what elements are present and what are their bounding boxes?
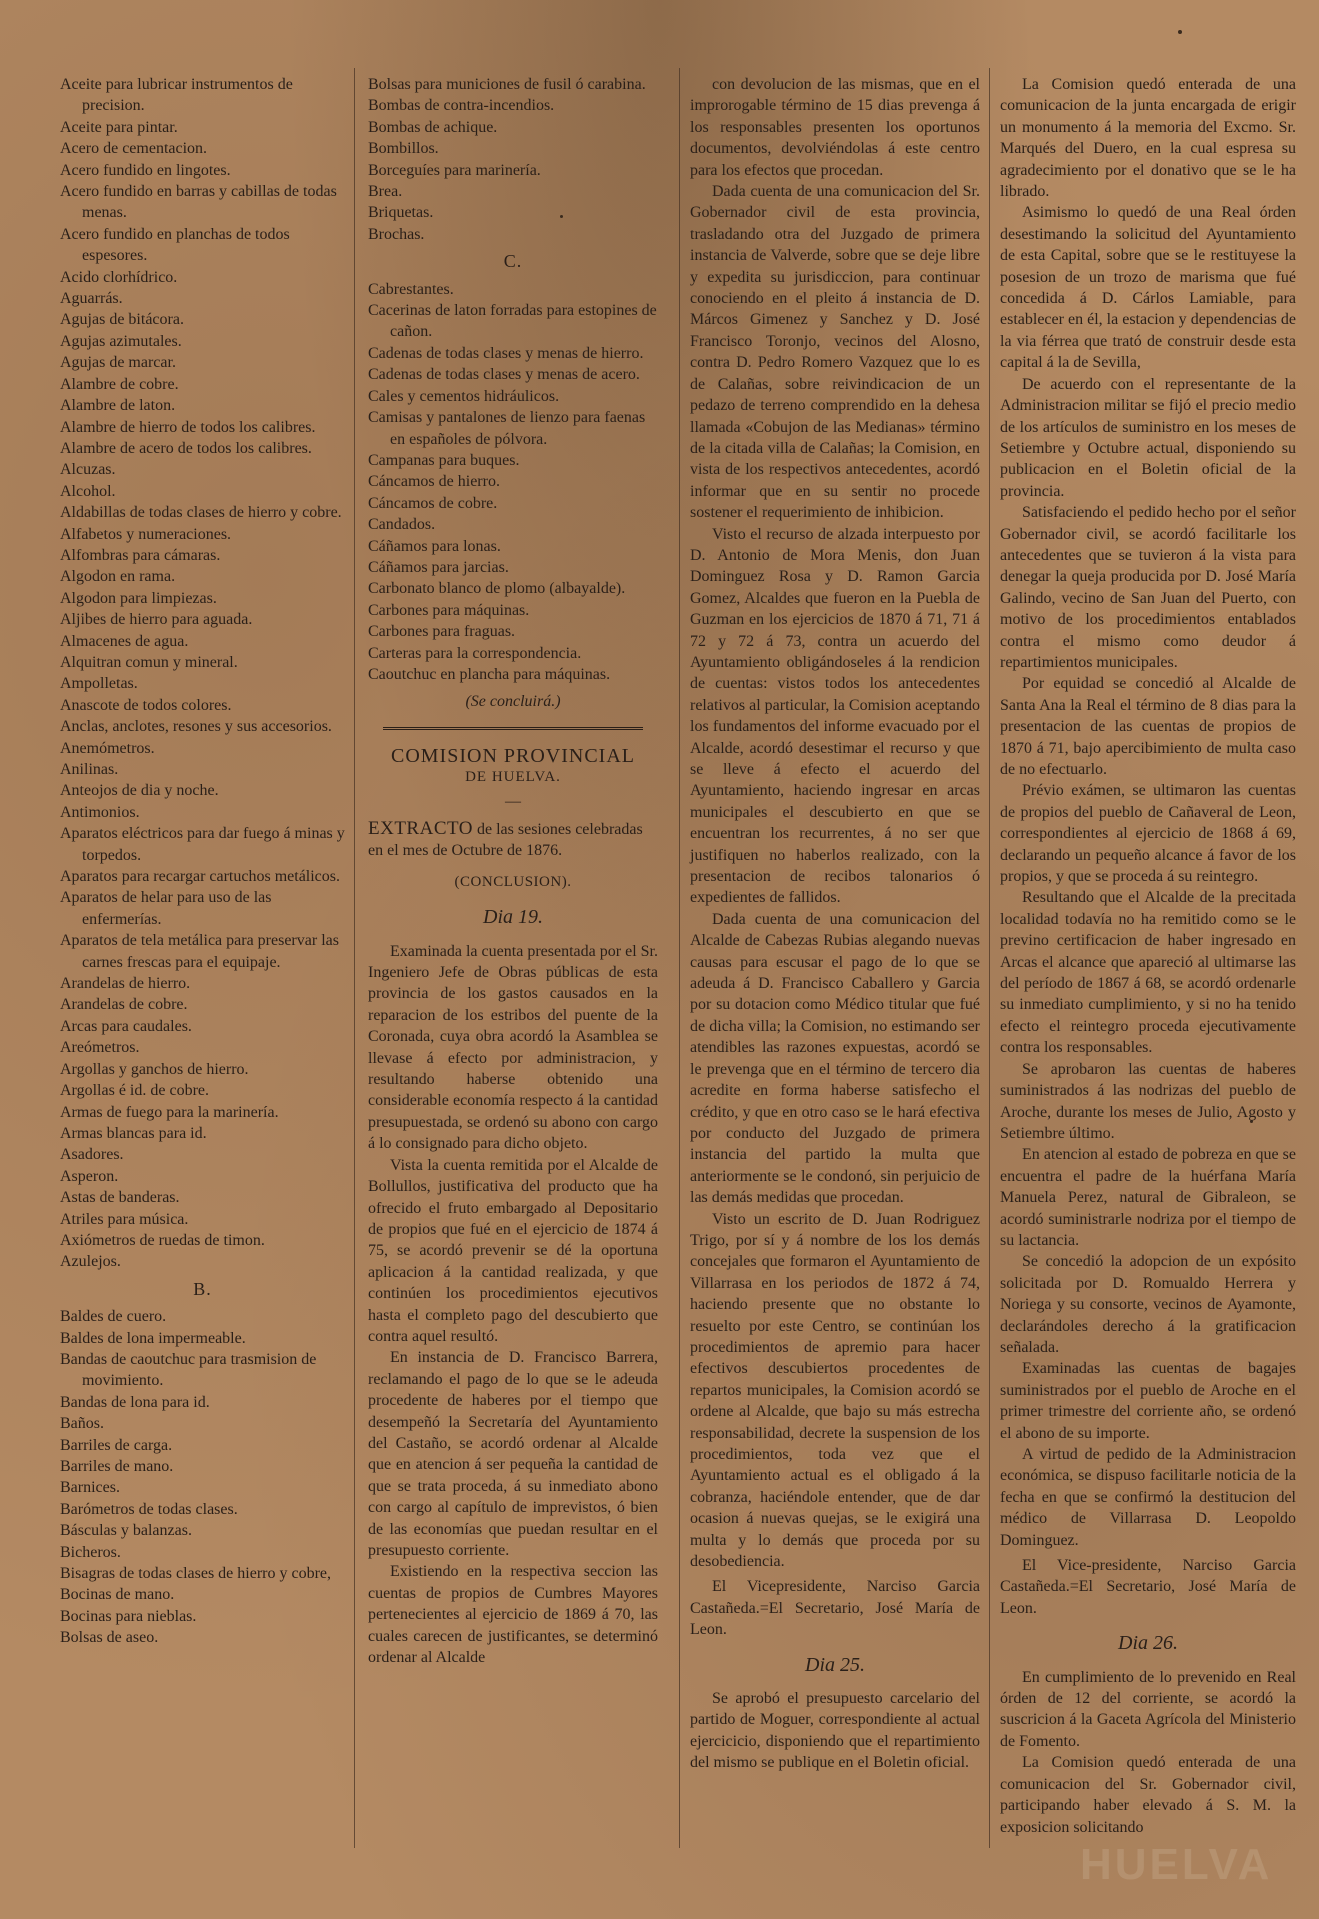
paragraph: La Comision quedó enterada de una comunicacion de la junta encargada de erigir un monumento á la memoria del Excmo. Sr. Marqués del Duero, en la cual espresa su agradecimiento por el donativo que se le ha librado. [1000, 76, 1296, 201]
column-divider [679, 68, 680, 1848]
list-item: Barriles de mano. [60, 1458, 174, 1475]
list-item: Alquitran comun y mineral. [60, 653, 238, 671]
signature: El Vice-presidente, Narciso Garcia Castañeda.=El Secretario, José María de Leon. [1000, 1557, 1296, 1617]
list-item: Astas de banderas. [60, 1189, 180, 1207]
paragraph: Examinada la cuenta presentada por el Sr. Ingeniero Jefe de Obras públicas de esta provincia de los gastos causados en la reparacion de los estribos del puente de la Coronada, cuya obra acordó la Asamblea se llevase á efecto por administracion, y resultando haberse obtenido una considerable economía respecto á la cantidad presupuestada, se ordenó su abono con cargo á lo consignado para dicho objeto. [368, 942, 658, 1153]
list-item: Carteras para la correspondencia. [368, 644, 582, 662]
list-item: Anilinas. [60, 761, 119, 778]
list-item: Arcas para caudales. [60, 1017, 192, 1035]
signature: El Vicepresidente, Narciso Garcia Castañeda.=El Secretario, José María de Leon. [690, 1578, 980, 1639]
letter-heading-c: C. [503, 251, 523, 272]
list-item: Aparatos de tela metálica para preservar las carnes frescas para el equipaje. [60, 932, 339, 971]
item-list-c [368, 279, 658, 686]
list-item: Anemómetros. [60, 739, 155, 757]
list-item: Camisas y pantalones de lienzo para faenas en españoles de pólvora. [368, 409, 646, 448]
list-item: Bandas de caoutchuc para trasmision de movimiento. [60, 1350, 317, 1390]
paragraph: De acuerdo con el representante de la Administracion militar se fijó el precio medio de los artículos de suministro en los meses de Setiembre y Octubre actual, disponiendo su publicacion en el Boletin oficial de la provincia. [1000, 375, 1296, 500]
archive-watermark: HUELVA [1080, 1840, 1273, 1889]
list-item: Baños. [60, 1415, 104, 1433]
column-1 [60, 74, 345, 1649]
list-item: Brea. [368, 183, 403, 201]
list-item: Aljibes de hierro para aguada. [60, 611, 253, 629]
list-item: Bocinas para nieblas. [60, 1607, 197, 1625]
item-list-b-continued [368, 74, 658, 245]
list-item: Azulejos. [60, 1253, 121, 1271]
paragraphs-dia26 [1000, 1667, 1296, 1838]
paragraphs-dia19 [368, 941, 658, 1669]
list-item: Agujas de bitácora. [60, 311, 184, 329]
paragraph: Prévio exámen, se ultimaron las cuentas de propios del pueblo de Cañaveral de Leon, correspondientes al ejercicio de 1868 á 69, declarando un pequeño alcance á favor de los propios, y que se proceda á su reintegro. [1000, 782, 1296, 886]
list-item: Cacerinas de laton forradas para estopines de cañon. [368, 302, 657, 341]
list-item: Arandelas de hierro. [60, 975, 191, 993]
list-item: Caoutchuc en plancha para máquinas. [368, 665, 611, 683]
paragraph: A virtud de pedido de la Administracion económica, se dispuso facilitarle noticia de la fecha en que se confirmó la destitucion del médico de Villarrasa D. Leopoldo Dominguez. [1000, 1446, 1296, 1549]
list-item: Agujas azimutales. [60, 332, 182, 350]
list-item: Bocinas de mano. [60, 1586, 175, 1604]
list-item: Cadenas de todas clases y menas de hierro. [368, 344, 644, 362]
paragraph: Existiendo en la respectiva seccion las cuentas de propios de Cumbres Mayores pertenecientes al ejercicio de 1869 á 70, las cuales carecen de justificantes, se determinó ordenar al Alcalde [368, 1563, 658, 1667]
paragraph: Visto un escrito de D. Juan Rodriguez Trigo, por sí y á nombre de los los demás concejales que formaron el Ayuntamiento de Villarrasa en los periodos de 1872 á 74, haciendo presente que no obstante lo resuelto por este Centro, se continúan los procedimientos de apremio para hacer efectivos descubiertos procedentes de repartos municipales, la Comision acordó se ordene al Alcalde, que bajo su más estrecha responsabilidad, decrete la suspension de los procedimientos, toda vez que el Ayuntamiento actual es el obligado á la cobranza, haciéndole entender, que de dar ocasion á nuevas quejas, se le exigirá una multa y lo demás que proceda por su desobediencia. [690, 1210, 980, 1571]
list-item: Campanas para buques. [368, 451, 520, 469]
paragraph: Visto el recurso de alzada interpuesto por D. Antonio de Mora Menis, don Juan Dominguez Rosa y D. Ramon Garcia Gomez, Alcaldes que fueron en la Puebla de Guzman en los ejercicios de 1870 á 71, 71 á 72 y 72 á 73, contra un acuerdo del Ayuntamiento obligándoseles á la rendicion de cuentas: vistos todos los antecedentes relativos al particular, la Comision aceptando los fundamentos del informe evacuado por el Alcalde, acordó desestimar el recurso y que se lleve á efecto el acuerdo del Ayuntamiento, haciendo ingresar en arcas municipales el descubierto en que se encuentran los recurrentes, á no ser que justifiquen no haberlos realizado, con la presentacion de recibos talonarios ó expedientes de fallidos. [690, 525, 980, 907]
column-divider [354, 68, 355, 1848]
letter-heading-b: B. [193, 1278, 212, 1299]
column-3 [690, 74, 980, 1774]
paragraph: Asimismo lo quedó de una Real órden desestimando la solicitud del Ayuntamiento de esta Capital, sobre que se le restituyese la posesion de un trozo de marisma que fué concedida á D. Cárlos Lamiable, para establecer en él, la estacion y dependencias de la via férrea que trató de construir desde esta capital á la de Sevilla, [1000, 204, 1296, 372]
paragraph: Dada cuenta de una comunicacion del Alcalde de Cabezas Rubias alegando nuevas causas para escusar el pago de lo que se adeuda á D. Francisco Caballero y Garcia por su dotacion como Médico titular que fué de dicha villa; la Comision, no estimando ser atendibles las razones expuestas, acordó se le prevenga que en el término de tercero dia acredite en forma haberse satisfecho el crédito, y que en otro caso se le hará efectiva por conducto del Juzgado de primera instancia del partido la multa que anteriormente se le condonó, sin perjuicio de las demás medidas que procedan. [690, 910, 980, 1207]
ink-speck [1178, 30, 1182, 34]
list-item: Acero fundido en planchas de todos espesores. [60, 225, 290, 265]
paragraph: Se aprobó el presupuesto carcelario del partido de Moguer, correspondiente al actual ejercicicio, disponiendo que el repartimiento del mismo se publique en el Boletin oficial. [690, 1690, 980, 1772]
list-item: Cáncamos de cobre. [368, 494, 498, 512]
list-item: Cadenas de todas clases y menas de acero. [368, 366, 640, 384]
list-item: Agujas de marcar. [60, 354, 176, 372]
paragraph: Resultando que el Alcalde de la precitada localidad todavía no ha remitido como se le previno certificacion de haber ingresado en Arcas el alcance que apareció al ultimarse las del período de 1867 á 68, se acordó ordenarle su inmediato cumplimiento, y si no ha tenido efecto el reintegro proceda ejecutivamente contra los responsables. [1000, 889, 1296, 1057]
section-divider [383, 727, 643, 730]
list-item: Aceite para lubricar instrumentos de precision. [60, 76, 293, 115]
list-item: Bandas de lona para id. [60, 1393, 210, 1411]
list-item: Alambre de hierro de todos los calibres. [60, 418, 316, 436]
list-item: Anascote de todos colores. [60, 696, 232, 714]
list-item: Bolsas de aseo. [60, 1629, 159, 1647]
list-item: Anteojos de dia y noche. [60, 782, 219, 800]
list-item: Arandelas de cobre. [60, 996, 188, 1014]
list-item: Algodon para limpiezas. [60, 589, 217, 607]
paragraph: La Comision quedó enterada de una comunicacion del Sr. Gobernador civil, participando haber elevado á S. M. la exposicion solicitando [1000, 1754, 1296, 1836]
list-item: Carbonato blanco de plomo (albayalde). [368, 580, 626, 598]
list-item: Bombas de achique. [368, 118, 498, 136]
list-item: Alambre de cobre. [60, 375, 179, 393]
list-item: Barriles de carga. [60, 1436, 173, 1454]
list-item: Asadores. [60, 1146, 124, 1164]
day-heading-26: Dia 26. [1118, 1632, 1178, 1655]
extracto-heading [368, 818, 658, 862]
list-item: Acero fundido en barras y cabillas de todas menas. [60, 183, 337, 222]
list-item: Armas blancas para id. [60, 1124, 207, 1142]
list-item: Axiómetros de ruedas de timon. [60, 1231, 265, 1249]
list-item: Carbones para máquinas. [368, 601, 530, 619]
list-item: Brochas. [368, 225, 425, 243]
item-list-b [60, 1306, 345, 1649]
section-title: COMISION PROVINCIAL [390, 744, 635, 767]
paragraph: Dada cuenta de una comunicacion del Sr. Gobernador civil de esta provincia, trasladando otra del Juzgado de primera instancia de Valverde, sobre que se deje libre y expedita su jurisdiccion, para continuar conociendo en el pleito á instancia de D. Márcos Gimenez y Sanchez y D. José Francisco Toronjo, vecinos del Alosno, contra D. Pedro Romero Vazquez que lo es de Calañas, sobre reivindicacion de un pedazo de terreno comprendido en la dehesa llamada «Cobujon de las Medianas» término de la citada villa de Calañas; la Comision, en vista de los respectivos antecedentes, acordó informar que en su sentir no procede sostener el requerimiento de inhibicion. [690, 183, 980, 522]
list-item: Algodon en rama. [60, 568, 176, 586]
list-item: Acero de cementacion. [60, 140, 208, 158]
list-item: Areómetros. [60, 1039, 140, 1057]
list-item: Bisagras de todas clases de hierro y cobre, [60, 1565, 332, 1583]
extracto-text: de las sesiones celebradas en el mes de Octubre de 1876. [368, 821, 643, 860]
list-item: Asperon. [60, 1167, 119, 1185]
list-item: Argollas y ganchos de hierro. [60, 1060, 249, 1078]
list-item: Almacenes de agua. [60, 632, 189, 650]
list-item: Aguarrás. [60, 290, 123, 308]
item-list-a [60, 74, 345, 1273]
section-subtitle: DE HUELVA. [465, 769, 561, 786]
paragraphs-col4 [1000, 74, 1296, 1551]
list-item: Bicheros. [60, 1543, 121, 1561]
list-item: Bolsas para municiones de fusil ó carabina. [368, 76, 646, 93]
list-item: Alambre de acero de todos los calibres. [60, 439, 312, 457]
list-item: Armas de fuego para la marinería. [60, 1103, 279, 1121]
list-item: Cáñamos para jarcias. [368, 558, 509, 576]
list-item: Cabrestantes. [368, 280, 454, 298]
list-item: Borceguíes para marinería. [368, 161, 541, 179]
paragraphs-col3 [690, 74, 980, 1572]
list-item: Cales y cementos hidráulicos. [368, 387, 560, 405]
extracto-lead: EXTRACTO [368, 818, 473, 839]
list-item: Barómetros de todas clases. [60, 1500, 238, 1518]
conclusion-label: (CONCLUSION). [454, 873, 572, 890]
list-item: Aldabillas de todas clases de hierro y cobre. [60, 504, 342, 522]
list-item: Anclas, anclotes, resones y sus accesorios. [60, 718, 332, 736]
list-item: Aceite para pintar. [60, 118, 178, 136]
list-item: Baldes de cuero. [60, 1308, 167, 1326]
paragraph: En atencion al estado de pobreza en que se encuentra el padre de la huérfana María Manuela Perez, natural de Gibraleon, se acordó suministrarle nodriza por el tiempo de su lactancia. [1000, 1146, 1296, 1249]
paragraph: Examinadas las cuentas de bagajes suministrados por el pueblo de Aroche en el primer trimestre del corriente año, se ordenó el abono de su importe. [1000, 1360, 1296, 1442]
list-item: Alambre de laton. [60, 397, 176, 415]
list-item: Alfabetos y numeraciones. [60, 525, 232, 543]
list-item: Barnices. [60, 1479, 120, 1497]
list-item: Cáncamos de hierro. [368, 473, 500, 491]
list-item: Aparatos para recargar cartuchos metálicos. [60, 868, 341, 886]
continued-note: (Se concluirá.) [465, 693, 561, 711]
list-item: Antimonios. [60, 803, 140, 821]
column-2 [368, 74, 658, 1668]
paragraph: Vista la cuenta remitida por el Alcalde de Bollullos, justificativa del producto que ha ofrecido el fruto embargado al Depositario de propios que fué en el ejercicio de 1874 á 75, se acordó prevenir se dé la oportuna aplicacion á la cantidad realizada, y que continúen los procedimientos ejecutivos hasta el completo pago del descubierto que contra aquel resultó. [368, 1156, 658, 1345]
list-item: Bombas de contra-incendios. [368, 97, 555, 115]
list-item: Alcuzas. [60, 461, 116, 479]
list-item: Acido clorhídrico. [60, 268, 178, 286]
list-item: Bombillos. [368, 140, 439, 158]
list-item: Aparatos eléctricos para dar fuego á minas y torpedos. [60, 825, 345, 864]
list-item: Atriles para música. [60, 1210, 189, 1228]
column-4 [1000, 74, 1296, 1838]
paragraph: Se concedió la adopcion de un expósito solicitada por D. Romualdo Herrera y Noriega y su consorte, vecinos de Ayamonte, declarándoles derecho á la gratificacion señalada. [1000, 1253, 1296, 1356]
paragraph: Se aprobaron las cuentas de haberes suministrados á las nodrizas del pueblo de Aroche, durante los meses de Julio, Agosto y Setiembre último. [1000, 1060, 1296, 1142]
list-item: Aparatos de helar para uso de las enfermerías. [60, 889, 272, 928]
list-item: Alfombras para cámaras. [60, 546, 221, 564]
list-item: Argollas é id. de cobre. [60, 1082, 209, 1100]
day-heading-25: Dia 25. [805, 1653, 865, 1676]
paragraph: Satisfaciendo el pedido hecho por el señor Gobernador civil, se acordó facilitarle los antecedentes que se tuvieron á la vista para denegar la queja producida por D. José María Galindo, vecino de San Juan del Puerto, con motivo de los procedimientos entablados contra el mismo como deudor á repartimientos municipales. [1000, 504, 1296, 671]
list-item: Briquetas. [368, 204, 434, 222]
section-dash: — [505, 792, 521, 810]
list-item: Acero fundido en lingotes. [60, 161, 231, 179]
paragraph: En cumplimiento de lo prevenido en Real órden de 12 del corriente, se acordó la suscricion á la Gaceta Agrícola del Ministerio de Fomento. [1000, 1668, 1296, 1750]
paragraph: Por equidad se concedió al Alcalde de Santa Ana la Real el término de 8 dias para la presentacion de las cuentas de propios de 1870 á 71, bajo apercibimiento de multa caso de no efectuarlo. [1000, 675, 1296, 778]
day-heading-19: Dia 19. [483, 906, 543, 929]
list-item: Baldes de lona impermeable. [60, 1329, 246, 1347]
list-item: Carbones para fraguas. [368, 623, 516, 641]
paragraph: En instancia de D. Francisco Barrera, reclamando el pago de lo que se le adeuda procedente de haberes por el tiempo que desempeñó la Secretaría del Ayuntamiento del Castaño, se acordó ordenar al Alcalde que en atencion á ser pequeña la cantidad de que se trata proceda, á su inmediato abono con cargo al capítulo de imprevistos, ó bien de las economías que puedan resultar en el presupuesto corriente. [368, 1349, 658, 1559]
list-item: Cáñamos para lonas. [368, 537, 501, 555]
list-item: Candados. [368, 516, 436, 534]
list-item: Alcohol. [60, 482, 116, 500]
list-item: Básculas y balanzas. [60, 1522, 192, 1540]
list-item: Ampolletas. [60, 675, 138, 693]
column-divider [989, 68, 990, 1848]
paragraph: con devolucion de las mismas, que en el improrogable término de 15 dias prevenga á los responsables presenten los oportunos documentos, devolviéndolas á este centro para los efectos que procedan. [690, 76, 980, 179]
